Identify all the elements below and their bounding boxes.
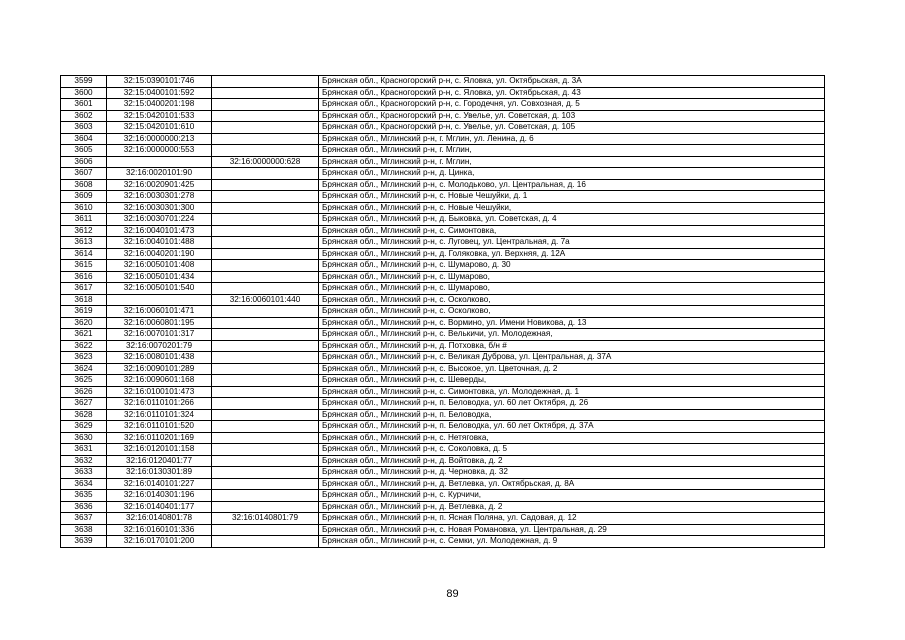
table-row (61, 191, 825, 203)
related-cadastral-number-cell (212, 329, 319, 341)
related-cadastral-number-cell (212, 340, 319, 352)
related-cadastral-number-cell (212, 352, 319, 364)
table-row (61, 352, 825, 364)
related-cadastral-number-cell (212, 363, 319, 375)
cadastral-number-cell (107, 294, 212, 306)
address-cell: Брянская обл., Мглинский р-н, д. Потховка, б/н # (319, 340, 825, 352)
address-cell: Брянская обл., Мглинский р-н, с. Высокое, ул. Цветочная, д. 2 (319, 363, 825, 375)
related-cadastral-number-cell (212, 237, 319, 249)
address-cell: Брянская обл., Мглинский р-н, д. Быковка, ул. Советская, д. 4 (319, 214, 825, 226)
address-cell: Брянская обл., Мглинский р-н, г. Мглин, ул. Ленина, д. 6 (319, 133, 825, 145)
address-cell: Брянская обл., Мглинский р-н, с. Шумарово, (319, 271, 825, 283)
address-cell: Брянская обл., Мглинский р-н, д. Ветлевка, д. 2 (319, 501, 825, 513)
row-number-cell: 3603 (61, 122, 107, 134)
cadastral-number-cell: 32:15:0400101:592 (107, 87, 212, 99)
address-cell: Брянская обл., Мглинский р-н, п. Беловодка, ул. 60 лет Октября, д. 26 (319, 398, 825, 410)
address-cell: Брянская обл., Мглинский р-н, с. Великая Дуброва, ул. Центральная, д. 37А (319, 352, 825, 364)
address-cell: Брянская обл., Мглинский р-н, г. Мглин, (319, 145, 825, 157)
cadastral-number-cell: 32:16:0160101:336 (107, 524, 212, 536)
address-cell: Брянская обл., Мглинский р-н, г. Мглин, (319, 156, 825, 168)
row-number-cell: 3602 (61, 110, 107, 122)
related-cadastral-number-cell (212, 168, 319, 180)
table-row (61, 329, 825, 341)
cadastral-number-cell: 32:16:0040101:473 (107, 225, 212, 237)
row-number-cell: 3638 (61, 524, 107, 536)
row-number-cell: 3639 (61, 536, 107, 548)
address-cell: Брянская обл., Мглинский р-н, д. Цинка, (319, 168, 825, 180)
row-number-cell: 3633 (61, 467, 107, 479)
row-number-cell: 3621 (61, 329, 107, 341)
address-cell: Брянская обл., Мглинский р-н, п. Беловодка, (319, 409, 825, 421)
related-cadastral-number-cell (212, 87, 319, 99)
row-number-cell: 3619 (61, 306, 107, 318)
row-number-cell: 3613 (61, 237, 107, 249)
row-number-cell: 3634 (61, 478, 107, 490)
address-cell: Брянская обл., Мглинский р-н, с. Велькичи, ул. Молодежная, (319, 329, 825, 341)
row-number-cell: 3608 (61, 179, 107, 191)
address-cell: Брянская обл., Красногорский р-н, с. Яловка, ул. Октябрьская, д. 3А (319, 76, 825, 88)
row-number-cell: 3600 (61, 87, 107, 99)
table-row (61, 513, 825, 525)
cadastral-number-cell (107, 156, 212, 168)
address-cell: Брянская обл., Мглинский р-н, с. Осколково, (319, 306, 825, 318)
cadastral-number-cell: 32:15:0420101:533 (107, 110, 212, 122)
address-cell: Брянская обл., Мглинский р-н, д. Войтовка, д. 2 (319, 455, 825, 467)
cadastral-number-cell: 32:16:0090601:168 (107, 375, 212, 387)
table-row (61, 432, 825, 444)
table-row (61, 225, 825, 237)
related-cadastral-number-cell (212, 455, 319, 467)
related-cadastral-number-cell (212, 386, 319, 398)
cadastral-number-cell: 32:15:0420101:610 (107, 122, 212, 134)
table-row (61, 536, 825, 548)
cadastral-number-cell: 32:16:0040201:190 (107, 248, 212, 260)
table-row (61, 398, 825, 410)
cadastral-number-cell: 32:16:0120401:77 (107, 455, 212, 467)
related-cadastral-number-cell (212, 467, 319, 479)
row-number-cell: 3631 (61, 444, 107, 456)
address-cell: Брянская обл., Красногорский р-н, с. Городечня, ул. Совхозная, д. 5 (319, 99, 825, 111)
row-number-cell: 3625 (61, 375, 107, 387)
table-row (61, 237, 825, 249)
related-cadastral-number-cell (212, 191, 319, 203)
table-row (61, 455, 825, 467)
row-number-cell: 3614 (61, 248, 107, 260)
address-cell: Брянская обл., Мглинский р-н, с. Курчичи, (319, 490, 825, 502)
row-number-cell: 3610 (61, 202, 107, 214)
related-cadastral-number-cell (212, 444, 319, 456)
row-number-cell: 3611 (61, 214, 107, 226)
table-row (61, 306, 825, 318)
row-number-cell: 3605 (61, 145, 107, 157)
address-cell: Брянская обл., Мглинский р-н, п. Ясная Поляна, ул. Садовая, д. 12 (319, 513, 825, 525)
table-row (61, 202, 825, 214)
cadastral-number-cell: 32:16:0100101:473 (107, 386, 212, 398)
cadastral-number-cell: 32:16:0040101:488 (107, 237, 212, 249)
cadastral-number-cell: 32:16:0130301:89 (107, 467, 212, 479)
table-row (61, 76, 825, 88)
related-cadastral-number-cell (212, 122, 319, 134)
row-number-cell: 3618 (61, 294, 107, 306)
row-number-cell: 3624 (61, 363, 107, 375)
address-cell: Брянская обл., Мглинский р-н, с. Новые Чешуйки, д. 1 (319, 191, 825, 203)
related-cadastral-number-cell (212, 306, 319, 318)
address-cell: Брянская обл., Мглинский р-н, с. Новая Романовка, ул. Центральная, д. 29 (319, 524, 825, 536)
table-row (61, 122, 825, 134)
related-cadastral-number-cell (212, 202, 319, 214)
cadastral-number-cell: 32:16:0050101:540 (107, 283, 212, 295)
cadastral-number-cell: 32:16:0110101:324 (107, 409, 212, 421)
address-cell: Брянская обл., Мглинский р-н, с. Вормино, ул. Имени Новикова, д. 13 (319, 317, 825, 329)
related-cadastral-number-cell: 32:16:0140801:79 (212, 513, 319, 525)
address-cell: Брянская обл., Мглинский р-н, с. Семки, ул. Молодежная, д. 9 (319, 536, 825, 548)
page-number: 89 (446, 588, 459, 600)
table-row (61, 501, 825, 513)
row-number-cell: 3620 (61, 317, 107, 329)
row-number-cell: 3630 (61, 432, 107, 444)
cadastral-number-cell: 32:16:0140401:177 (107, 501, 212, 513)
cadastral-number-cell: 32:16:0140101:227 (107, 478, 212, 490)
related-cadastral-number-cell (212, 260, 319, 272)
row-number-cell: 3635 (61, 490, 107, 502)
related-cadastral-number-cell (212, 478, 319, 490)
cadastral-number-cell: 32:16:0020101:90 (107, 168, 212, 180)
row-number-cell: 3629 (61, 421, 107, 433)
address-cell: Брянская обл., Мглинский р-н, с. Шеверды, (319, 375, 825, 387)
table-row (61, 409, 825, 421)
table-row (61, 99, 825, 111)
cadastral-number-cell: 32:15:0400201:198 (107, 99, 212, 111)
cadastral-number-cell: 32:16:0050101:408 (107, 260, 212, 272)
cadastral-number-cell: 32:16:0070201:79 (107, 340, 212, 352)
related-cadastral-number-cell (212, 225, 319, 237)
related-cadastral-number-cell (212, 110, 319, 122)
table-row (61, 87, 825, 99)
row-number-cell: 3626 (61, 386, 107, 398)
related-cadastral-number-cell (212, 248, 319, 260)
table-row (61, 340, 825, 352)
cadastral-number-cell: 32:16:0170101:200 (107, 536, 212, 548)
cadastral-number-cell: 32:16:0020901:425 (107, 179, 212, 191)
related-cadastral-number-cell (212, 375, 319, 387)
address-cell: Брянская обл., Мглинский р-н, с. Новые Чешуйки, (319, 202, 825, 214)
address-cell: Брянская обл., Красногорский р-н, с. Увелье, ул. Советская, д. 103 (319, 110, 825, 122)
table-row (61, 110, 825, 122)
cadastral-number-cell: 32:16:0110101:520 (107, 421, 212, 433)
table-row (61, 145, 825, 157)
address-cell: Брянская обл., Мглинский р-н, с. Молодьково, ул. Центральная, д. 16 (319, 179, 825, 191)
address-cell: Брянская обл., Мглинский р-н, с. Шумарово, (319, 283, 825, 295)
address-cell: Брянская обл., Мглинский р-н, с. Шумарово, д. 30 (319, 260, 825, 272)
row-number-cell: 3636 (61, 501, 107, 513)
cadastral-number-cell: 32:16:0080101:438 (107, 352, 212, 364)
row-number-cell: 3601 (61, 99, 107, 111)
row-number-cell: 3623 (61, 352, 107, 364)
cadastral-number-cell: 32:16:0110101:266 (107, 398, 212, 410)
table-row (61, 156, 825, 168)
row-number-cell: 3612 (61, 225, 107, 237)
related-cadastral-number-cell (212, 409, 319, 421)
table-row (61, 283, 825, 295)
cadastral-number-cell: 32:16:0030301:278 (107, 191, 212, 203)
cadastral-number-cell: 32:16:0000000:553 (107, 145, 212, 157)
cadastral-number-cell: 32:16:0030301:300 (107, 202, 212, 214)
table-row (61, 524, 825, 536)
address-cell: Брянская обл., Мглинский р-н, с. Нетяговка, (319, 432, 825, 444)
row-number-cell: 3606 (61, 156, 107, 168)
related-cadastral-number-cell (212, 490, 319, 502)
cadastral-number-cell: 32:16:0060801:195 (107, 317, 212, 329)
address-cell: Брянская обл., Мглинский р-н, п. Беловодка, ул. 60 лет Октября, д. 37А (319, 421, 825, 433)
related-cadastral-number-cell (212, 432, 319, 444)
address-cell: Брянская обл., Мглинский р-н, с. Луговец, ул. Центральная, д. 7а (319, 237, 825, 249)
registry-table-body (61, 76, 825, 548)
table-row (61, 386, 825, 398)
cadastral-number-cell: 32:16:0140301:196 (107, 490, 212, 502)
table-row (61, 363, 825, 375)
row-number-cell: 3607 (61, 168, 107, 180)
address-cell: Брянская обл., Красногорский р-н, с. Яловка, ул. Октябрьская, д. 43 (319, 87, 825, 99)
related-cadastral-number-cell (212, 133, 319, 145)
row-number-cell: 3622 (61, 340, 107, 352)
cadastral-number-cell: 32:15:0390101:746 (107, 76, 212, 88)
table-row (61, 133, 825, 145)
address-cell: Брянская обл., Мглинский р-н, д. Голяковка, ул. Верхняя, д. 12А (319, 248, 825, 260)
table-row (61, 271, 825, 283)
table-row (61, 467, 825, 479)
related-cadastral-number-cell (212, 214, 319, 226)
address-cell: Брянская обл., Красногорский р-н, с. Увелье, ул. Советская, д. 105 (319, 122, 825, 134)
table-row (61, 444, 825, 456)
related-cadastral-number-cell (212, 421, 319, 433)
related-cadastral-number-cell: 32:16:0060101:440 (212, 294, 319, 306)
table-row (61, 214, 825, 226)
related-cadastral-number-cell (212, 99, 319, 111)
row-number-cell: 3628 (61, 409, 107, 421)
related-cadastral-number-cell (212, 317, 319, 329)
cadastral-number-cell: 32:16:0120101:158 (107, 444, 212, 456)
table-row (61, 490, 825, 502)
table-row (61, 375, 825, 387)
cadastral-number-cell: 32:16:0000000:213 (107, 133, 212, 145)
related-cadastral-number-cell (212, 145, 319, 157)
address-cell: Брянская обл., Мглинский р-н, д. Ветлевка, ул. Октябрьская, д. 8А (319, 478, 825, 490)
row-number-cell: 3627 (61, 398, 107, 410)
address-cell: Брянская обл., Мглинский р-н, с. Осколково, (319, 294, 825, 306)
cadastral-number-cell: 32:16:0090101:289 (107, 363, 212, 375)
address-cell: Брянская обл., Мглинский р-н, д. Черновка, д. 32 (319, 467, 825, 479)
cadastral-number-cell: 32:16:0140801:78 (107, 513, 212, 525)
table-row (61, 179, 825, 191)
row-number-cell: 3615 (61, 260, 107, 272)
row-number-cell: 3604 (61, 133, 107, 145)
related-cadastral-number-cell (212, 271, 319, 283)
related-cadastral-number-cell (212, 524, 319, 536)
row-number-cell: 3609 (61, 191, 107, 203)
cadastral-number-cell: 32:16:0070101:317 (107, 329, 212, 341)
cadastral-number-cell: 32:16:0030701:224 (107, 214, 212, 226)
table-row (61, 260, 825, 272)
row-number-cell: 3617 (61, 283, 107, 295)
table-row (61, 317, 825, 329)
related-cadastral-number-cell (212, 283, 319, 295)
row-number-cell: 3637 (61, 513, 107, 525)
related-cadastral-number-cell (212, 501, 319, 513)
address-cell: Брянская обл., Мглинский р-н, с. Симонтовка, (319, 225, 825, 237)
address-cell: Брянская обл., Мглинский р-н, с. Соколовка, д. 5 (319, 444, 825, 456)
row-number-cell: 3616 (61, 271, 107, 283)
related-cadastral-number-cell (212, 76, 319, 88)
row-number-cell: 3599 (61, 76, 107, 88)
table-row (61, 294, 825, 306)
table-row (61, 478, 825, 490)
address-cell: Брянская обл., Мглинский р-н, с. Симонтовка, ул. Молодежная, д. 1 (319, 386, 825, 398)
property-registry-table (60, 75, 825, 548)
cadastral-number-cell: 32:16:0060101:471 (107, 306, 212, 318)
table-row (61, 168, 825, 180)
table-row (61, 421, 825, 433)
table-row (61, 248, 825, 260)
cadastral-number-cell: 32:16:0050101:434 (107, 271, 212, 283)
related-cadastral-number-cell (212, 179, 319, 191)
related-cadastral-number-cell (212, 536, 319, 548)
row-number-cell: 3632 (61, 455, 107, 467)
related-cadastral-number-cell (212, 398, 319, 410)
related-cadastral-number-cell: 32:16:0000000:628 (212, 156, 319, 168)
cadastral-number-cell: 32:16:0110201:169 (107, 432, 212, 444)
